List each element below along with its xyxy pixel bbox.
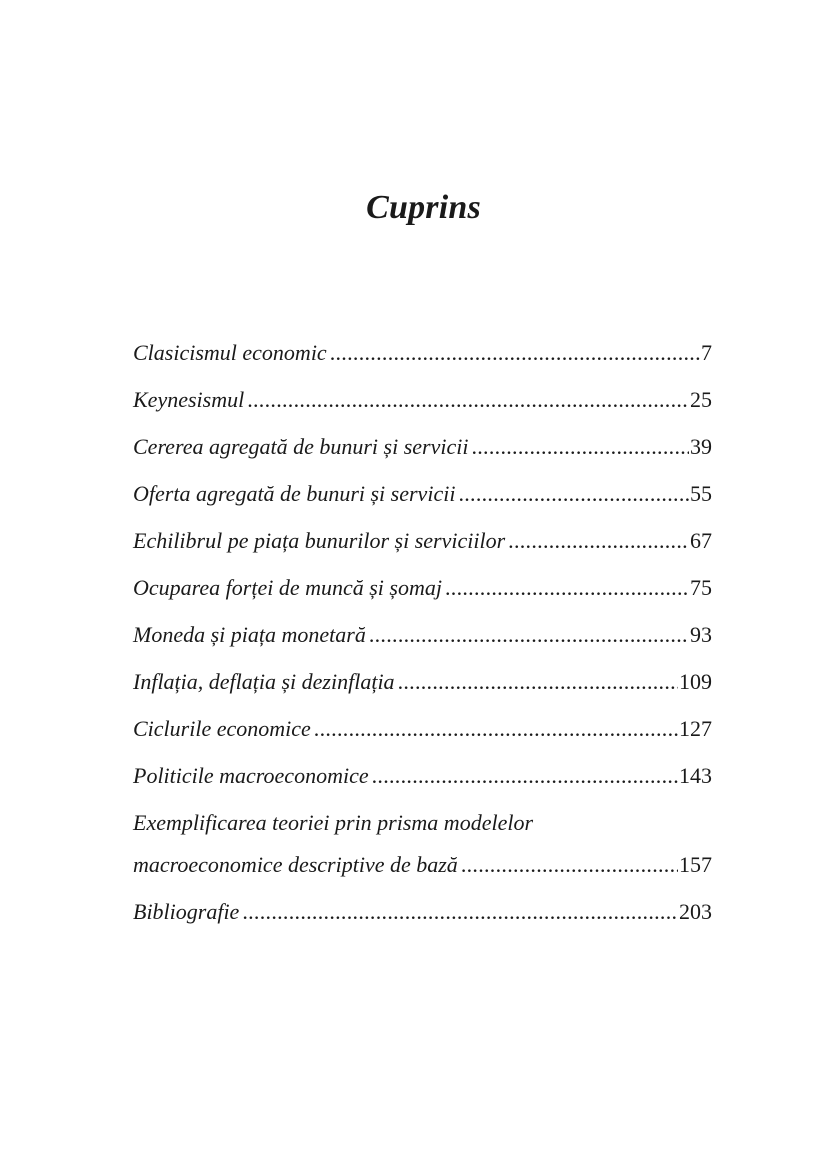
toc-entry-title: Keynesismul [133,387,245,412]
toc-page-number: 203 [679,899,712,924]
toc-entry-title: Inflația, deflația și dezinflația [133,669,395,694]
dot-leader [508,523,689,559]
toc-entry-title-line2: macroeconomice descriptive de bază [133,852,458,877]
dot-leader [330,335,700,371]
toc-entry-title: Bibliografie [133,899,240,924]
toc-entry-title: Cererea agregată de bunuri și servicii [133,434,469,459]
toc-entry-title: Politicile macroeconomice [133,763,369,788]
toc-page-number: 55 [690,481,712,506]
toc-page-number: 93 [690,622,712,647]
toc-entry-ocuparea-fortei[interactable] [133,570,712,617]
toc-page-number: 127 [679,716,712,741]
toc-entry-title: Clasicismul economic [133,340,327,365]
dot-leader [242,894,678,930]
dot-leader [471,429,689,465]
toc-page-number: 75 [690,575,712,600]
toc-page-number: 67 [690,528,712,553]
toc-entry-moneda[interactable] [133,617,712,664]
toc-entry-title: Ciclurile economice [133,716,311,741]
toc-entry-echilibrul[interactable] [133,523,712,570]
toc-entry-ciclurile-economice[interactable] [133,711,712,758]
toc-entry-cererea-agregata[interactable] [133,429,712,476]
toc-entry-title: Ocuparea forței de muncă și șomaj [133,575,442,600]
dot-leader [369,617,689,653]
table-of-contents [133,335,712,941]
dot-leader [461,847,678,883]
toc-page-number: 39 [690,434,712,459]
dot-leader [247,382,689,418]
toc-entry-title: Moneda și piața monetară [133,622,366,647]
toc-entry-inflatia[interactable] [133,664,712,711]
dot-leader [445,570,689,606]
toc-page-number: 157 [679,852,712,877]
dot-leader [314,711,678,747]
page-title: Cuprins [366,189,481,226]
toc-page-number: 143 [679,763,712,788]
toc-page-number: 25 [690,387,712,412]
toc-entry-title-line1: Exemplificarea teoriei prin prisma modelelor [133,810,534,835]
toc-entry-title: Echilibrul pe piața bunurilor și serviciilor [133,528,506,553]
dot-leader [372,758,678,794]
toc-entry-title: Oferta agregată de bunuri și servicii [133,481,456,506]
dot-leader [398,664,678,700]
toc-entry-oferta-agregata[interactable] [133,476,712,523]
toc-entry-keynesismul[interactable] [133,382,712,429]
toc-entry-bibliografie[interactable] [133,894,712,941]
toc-entry-exemplificarea-teoriei[interactable] [133,805,712,894]
toc-entry-clasicismul-economic[interactable] [133,335,712,382]
toc-entry-politicile-macroeconomice[interactable] [133,758,712,805]
dot-leader [458,476,689,512]
toc-page-number: 109 [679,669,712,694]
toc-page-number: 7 [701,340,712,365]
